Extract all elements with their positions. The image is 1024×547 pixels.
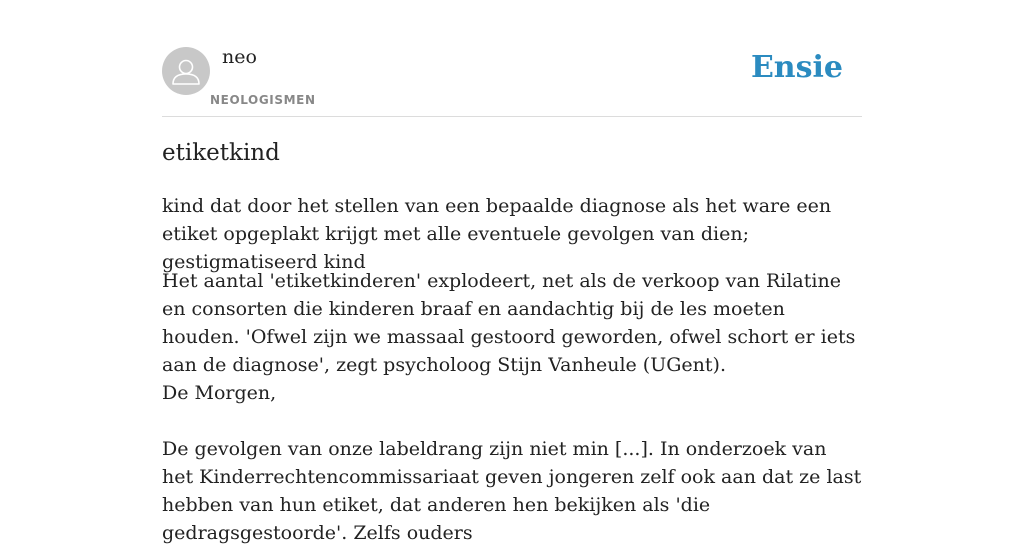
entry-example (162, 267, 862, 547)
user-silhouette-icon (162, 47, 210, 95)
example-spacer (162, 407, 862, 435)
category-label[interactable]: NEOLOGISMEN (210, 93, 316, 107)
example-source: De Morgen, (162, 382, 277, 404)
user-avatar-icon[interactable] (162, 47, 210, 95)
entry-definition: kind dat door het stellen van een bepaalde diagnose als het ware een etiket opgeplakt krijgt met alle eventuele gevolgen van dien; gestigmatiseerd kind (162, 195, 832, 273)
entry-header (162, 0, 862, 117)
author-name-link[interactable]: neo (222, 46, 257, 68)
entry-title: etiketkind (162, 140, 280, 166)
brand-logo[interactable]: Ensie (750, 50, 843, 85)
example-quote: Het aantal 'etiketkinderen' explodeert, net als de verkoop van Rilatine en consorten die kinderen braaf en aandachtig bij de les moeten houden. 'Ofwel zijn we massaal gestoord geworden, ofwel schort er iets aan de diagnose', zegt psycholoog Stijn Vanheule (UGent). (162, 270, 856, 376)
entry-page (162, 0, 862, 544)
example-quote: De gevolgen van onze labeldrang zijn niet min [...]. In onderzoek van het Kinderrechtencommissariaat geven jongeren zelf ook aan dat ze last hebben van hun etiket, dat anderen hen bekijken als 'die gedragsgestoorde'. Zelfs ouders (162, 438, 862, 544)
